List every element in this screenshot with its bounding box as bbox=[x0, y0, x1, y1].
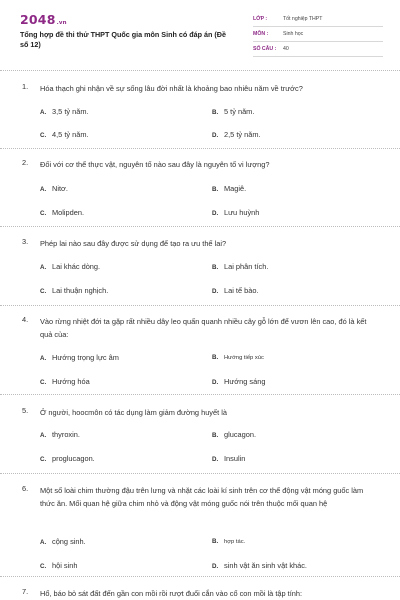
question-text: Đối với cơ thể thực vật, nguyên tố nào sau đây là nguyên tố vi lượng? bbox=[40, 160, 270, 169]
option-d[interactable]: D. Insulin bbox=[212, 454, 246, 463]
question-number: 1. bbox=[22, 82, 29, 91]
option-text: Magiê. bbox=[224, 184, 247, 193]
meta-row-subject bbox=[253, 28, 383, 42]
meta-label: MÔN : bbox=[253, 31, 269, 37]
document-title: Tổng hợp đề thi thử THPT Quốc gia môn Sinh có đáp án (Đề số 12) bbox=[20, 30, 226, 49]
option-c[interactable]: C. hội sinh bbox=[40, 561, 78, 570]
question-number: 4. bbox=[22, 315, 29, 324]
option-c[interactable]: C. Hướng hóa bbox=[40, 377, 90, 386]
divider bbox=[0, 305, 400, 306]
meta-label: SỐ CÂU : bbox=[253, 46, 277, 52]
question-number: 6. bbox=[22, 484, 29, 493]
option-text: hợp tác. bbox=[224, 539, 246, 545]
option-b[interactable]: B. Magiê. bbox=[212, 184, 247, 193]
divider bbox=[0, 576, 400, 577]
option-text: Hướng tiếp xúc bbox=[224, 355, 264, 361]
option-c[interactable]: C. 4,5 tỷ năm. bbox=[40, 130, 89, 139]
option-text: 3,5 tỷ năm. bbox=[52, 107, 89, 116]
option-a[interactable]: A. Nitơ. bbox=[40, 184, 68, 193]
option-d[interactable]: D. 2,5 tỷ năm. bbox=[212, 130, 261, 139]
option-text: Lai phân tích. bbox=[224, 262, 269, 271]
option-a[interactable]: A. Hướng trọng lực âm bbox=[40, 353, 119, 362]
option-text: sinh vật ăn sinh vật khác. bbox=[224, 561, 307, 570]
logo-tld: .vn bbox=[56, 20, 67, 26]
option-text: Molipden. bbox=[52, 208, 85, 217]
option-c[interactable]: C. Molipden. bbox=[40, 208, 85, 217]
question-text: Ở người, hoocmôn có tác dụng làm giảm đường huyết là bbox=[40, 408, 227, 417]
meta-value: 40 bbox=[283, 46, 289, 52]
divider bbox=[0, 148, 400, 149]
question-text: Một số loài chim thường đậu trên lưng và nhặt các loài kí sinh trên cơ thể động vật móng guốc làm thức ăn. Mối quan hệ giữa chim nhỏ và động vật móng guốc nói trên thuộc mối quan hệ bbox=[40, 486, 364, 508]
meta-value: Tốt nghiệp THPT bbox=[283, 16, 323, 22]
option-c[interactable]: C. proglucagon. bbox=[40, 454, 95, 463]
option-d[interactable]: D. sinh vật ăn sinh vật khác. bbox=[212, 561, 307, 570]
option-text: cộng sinh. bbox=[52, 537, 86, 546]
meta-row-class bbox=[253, 13, 383, 27]
divider bbox=[0, 226, 400, 227]
option-d[interactable]: D. Lai tế bào. bbox=[212, 286, 259, 295]
question-text: Phép lai nào sau đây được sử dụng để tạo ra ưu thế lai? bbox=[40, 239, 227, 248]
option-a[interactable]: A. cộng sinh. bbox=[40, 537, 86, 546]
option-text: Lai tế bào. bbox=[224, 286, 259, 295]
question-number: 2. bbox=[22, 158, 29, 167]
divider bbox=[0, 70, 400, 71]
option-text: 4,5 tỷ năm. bbox=[52, 130, 89, 139]
question-number: 3. bbox=[22, 237, 29, 246]
option-text: 2,5 tỷ năm. bbox=[224, 130, 261, 139]
option-text: thyroxin. bbox=[52, 430, 80, 439]
option-text: Insulin bbox=[224, 454, 246, 463]
option-text: hội sinh bbox=[52, 561, 78, 570]
option-text: Hướng trọng lực âm bbox=[52, 353, 119, 362]
divider bbox=[0, 473, 400, 474]
option-text: Hướng hóa bbox=[52, 377, 90, 386]
meta-label: LỚP : bbox=[253, 16, 268, 22]
divider bbox=[0, 394, 400, 395]
question-text: Vào rừng nhiệt đới ta gặp rất nhiều dây leo quấn quanh nhiều cây gỗ lớn để vươn lên cao, đó là kết quả của: bbox=[40, 317, 367, 339]
option-text: Lai khác dòng. bbox=[52, 262, 101, 271]
option-a[interactable]: A. thyroxin. bbox=[40, 430, 80, 439]
option-d[interactable]: D. Hướng sáng bbox=[212, 377, 266, 386]
option-text: Hướng sáng bbox=[224, 377, 266, 386]
option-text: 5 tỷ năm. bbox=[224, 107, 255, 116]
meta-row-count bbox=[253, 43, 383, 57]
logo-number: 2048 bbox=[20, 12, 56, 27]
site-logo[interactable] bbox=[20, 12, 67, 27]
option-b[interactable]: B. hợp tác. bbox=[212, 538, 246, 545]
option-b[interactable]: B. Lai phân tích. bbox=[212, 262, 269, 271]
option-b[interactable]: B. glucagon. bbox=[212, 430, 257, 439]
question-text: Hổ, báo bỏ sát đất đến gần con mồi rồi rượt đuổi cắn vào cổ con mồi là tập tính: bbox=[40, 589, 303, 598]
option-text: Lai thuận nghịch. bbox=[52, 286, 109, 295]
option-c[interactable]: C. Lai thuận nghịch. bbox=[40, 286, 109, 295]
option-b[interactable]: B. 5 tỷ năm. bbox=[212, 107, 255, 116]
question-number: 5. bbox=[22, 406, 29, 415]
option-a[interactable]: A. 3,5 tỷ năm. bbox=[40, 107, 89, 116]
option-a[interactable]: A. Lai khác dòng. bbox=[40, 262, 101, 271]
option-d[interactable]: D. Lưu huỳnh bbox=[212, 208, 260, 217]
option-text: glucagon. bbox=[224, 430, 257, 439]
option-text: proglucagon. bbox=[52, 454, 95, 463]
option-text: Lưu huỳnh bbox=[224, 208, 260, 217]
question-text: Hóa thạch ghi nhận về sự sống lâu đời nhất là khoảng bao nhiêu năm về trước? bbox=[40, 84, 303, 93]
option-b[interactable]: B. Hướng tiếp xúc bbox=[212, 354, 264, 361]
page-header bbox=[0, 0, 400, 60]
option-text: Nitơ. bbox=[52, 184, 68, 193]
meta-value: Sinh học bbox=[283, 31, 304, 37]
question-number: 7. bbox=[22, 587, 29, 596]
document-meta bbox=[253, 13, 383, 58]
